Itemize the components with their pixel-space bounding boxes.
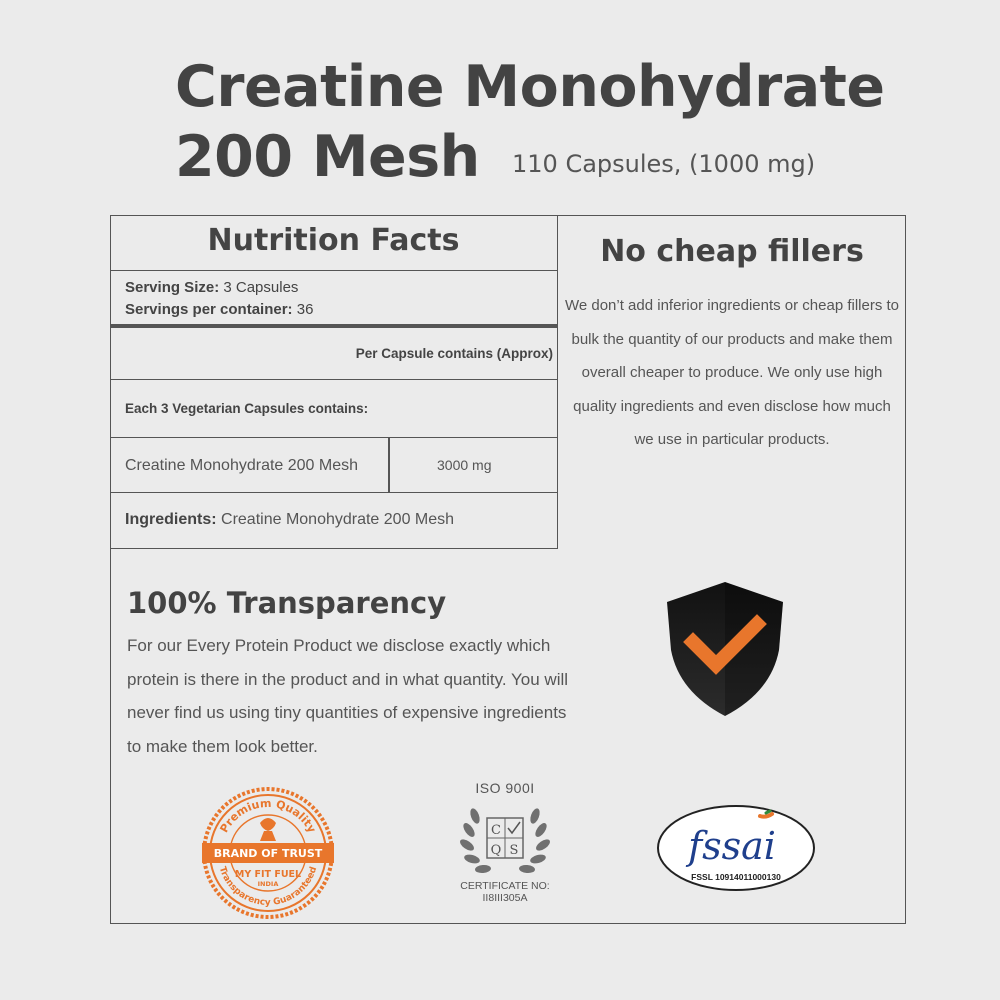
ingredients-label: Ingredients: — [125, 511, 217, 528]
iso-title: ISO 900I — [475, 780, 535, 796]
per-capsule-label: Per Capsule contains (Approx) — [110, 328, 557, 380]
product-title-line1: Creatine Monohydrate — [175, 54, 885, 120]
iso-letter-q: Q — [490, 843, 502, 858]
trust-banner: BRAND OF TRUST — [213, 847, 323, 860]
iso-check-icon — [508, 822, 520, 833]
servings-label: Servings per container: — [125, 301, 293, 318]
iso-letter-s: S — [509, 843, 519, 858]
transparency-title: 100% Transparency — [127, 586, 447, 620]
fssai-wordmark: fssai — [688, 824, 776, 868]
fssai-logo — [656, 804, 816, 892]
trophy-icon — [260, 818, 276, 841]
nutrition-facts-heading: Nutrition Facts — [110, 215, 557, 271]
each-capsules-label: Each 3 Vegetarian Capsules contains: — [110, 380, 557, 438]
serving-info — [110, 271, 557, 328]
nutrient-name: Creatine Monohydrate 200 Mesh — [125, 457, 359, 474]
trust-brand: MY FIT FUEL — [234, 869, 302, 880]
shield-check-icon — [665, 580, 785, 718]
product-title-line2: 200 Mesh — [175, 124, 480, 190]
trust-bottom-text: Transparency Guaranteed — [216, 865, 320, 908]
iso-cert-label: CERTIFICATE NO: — [460, 880, 550, 892]
table-row — [110, 438, 557, 493]
ingredients-value: Creatine Monohydrate 200 Mesh — [221, 511, 455, 528]
iso-laurel-icon — [455, 798, 555, 880]
trust-country: INDIA — [257, 880, 279, 888]
fillers-text: We don’t add inferior ingredients or cheap fillers to bulk the quantity of our products and make them overall cheaper to produce. We only use high quality ingredients and even disclose how much we use in particular products. — [564, 297, 900, 448]
nutrition-facts-table — [110, 215, 558, 549]
ingredients-row — [110, 493, 557, 547]
fillers-title: No cheap fillers — [600, 234, 864, 269]
serving-size-label: Serving Size: — [125, 279, 220, 296]
trust-top-text: Premium Quality — [217, 796, 319, 835]
transparency-text: For our Every Protein Product we disclose exactly which protein is there in the product and in what quantity. You will never find us using tiny quantities of expensive ingredients to make them look better. — [127, 636, 569, 756]
nutrient-amount: 3000 mg — [437, 457, 492, 473]
iso-badge — [440, 780, 570, 904]
product-subtitle: 110 Capsules, (1000 mg) — [512, 150, 816, 178]
iso-letter-c: C — [491, 823, 501, 838]
fssai-license: FSSL 10914011000130 — [691, 872, 781, 882]
serving-size-value: 3 Capsules — [223, 279, 299, 296]
brand-of-trust-badge — [200, 785, 336, 921]
servings-value: 36 — [296, 301, 314, 318]
column-divider — [388, 438, 390, 492]
iso-cert-number: II8III305A — [482, 892, 528, 904]
